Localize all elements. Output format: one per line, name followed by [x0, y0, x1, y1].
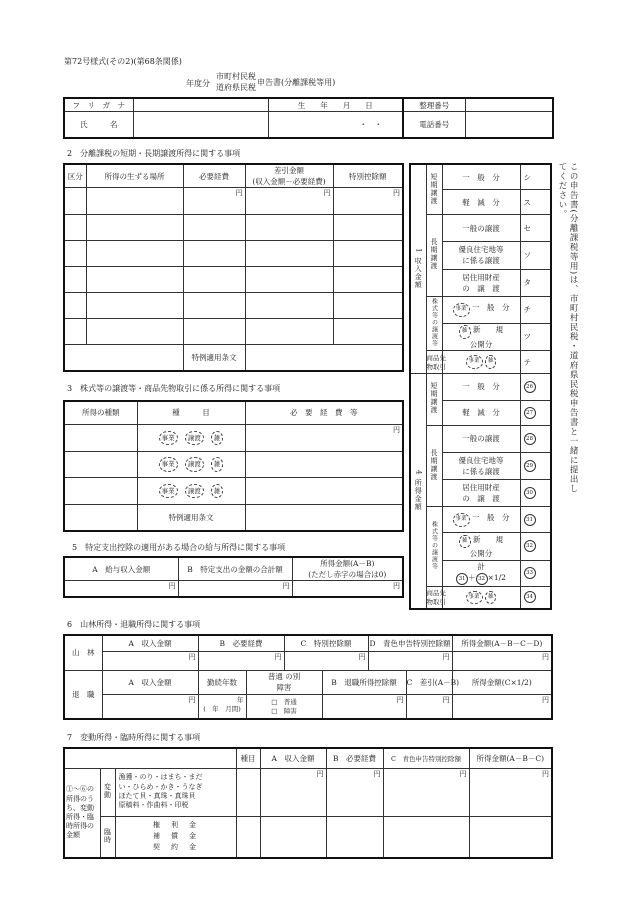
long-quality: 優良住宅地等 に係る譲渡: [442, 242, 520, 269]
retire-h-a: A 収入金額: [102, 670, 198, 694]
forest-label: 山 林: [64, 635, 102, 670]
income-label: 1 収入金額: [410, 164, 426, 373]
side-note: この申告書(分離課税等用)は、市町村民税・道府県民税申告書と一緒に提出してください。: [557, 162, 579, 494]
short-general: 一 般 分: [442, 164, 520, 190]
sec5-table: [63, 556, 404, 598]
sec2-cell[interactable]: [64, 293, 86, 319]
num-31[interactable]: 31: [520, 507, 551, 533]
ref-no-field[interactable]: [465, 98, 553, 112]
misc-choice[interactable]: 雑: [459, 535, 471, 549]
long-label: 長期譲渡: [426, 215, 442, 296]
sec5-h-b: B 特定支出の金額の合計額: [178, 557, 292, 581]
sec3-cell[interactable]: [245, 451, 403, 478]
code-so[interactable]: ソ: [520, 242, 551, 269]
sec7-b-field-2[interactable]: [326, 816, 383, 858]
temp-items: 権 利 金 補 償 金 契 約 金: [115, 816, 236, 858]
num-33[interactable]: 33: [520, 560, 551, 586]
sec7-c-field[interactable]: 円: [383, 768, 469, 816]
transfer-choice[interactable]: 譲渡: [185, 457, 204, 472]
forest-h-b: B 必要経費: [198, 635, 284, 652]
misc-choice[interactable]: 雑: [485, 355, 497, 369]
sec7-a-field[interactable]: 円: [260, 768, 326, 816]
sec2-cell[interactable]: [333, 319, 403, 345]
sec2-cell[interactable]: [64, 188, 86, 215]
sec2-h-diff: 差引金額 (収入金額－必要経費): [245, 164, 333, 188]
long-residential: 居住用財産 の 譲 渡: [442, 269, 520, 296]
sec6-title: 6 山林所得・退職所得に関する事項: [67, 620, 201, 629]
sec7-h-a: A 収入金額: [260, 748, 326, 768]
long-label-2: 長期譲渡: [426, 425, 442, 506]
sec2-cell[interactable]: [183, 241, 245, 267]
short-label: 短期譲渡: [426, 164, 442, 215]
futures-label: 商品先 物取引: [426, 351, 442, 374]
sec2-cell[interactable]: [86, 241, 183, 267]
sec5-h-a: A 給与収入金額: [64, 557, 178, 581]
short-reduced: 軽 減 分: [442, 190, 520, 215]
sec5-title: 5 特定支出控除の適用がある場合の給与所得に関する事項: [72, 543, 286, 552]
sec2-cell[interactable]: [64, 319, 86, 345]
retire-h-d: 所得金額(C×1/2): [452, 670, 552, 694]
business-choice[interactable]: 事業: [453, 513, 470, 527]
sec3-title: 3 株式等の譲渡等・商品先物取引に係る所得に関する事項: [67, 384, 281, 393]
sec7-b-field[interactable]: 円: [326, 768, 383, 816]
num-34[interactable]: 34: [520, 586, 551, 609]
long-residential-2: 居住用財産 の 譲 渡: [442, 480, 520, 507]
sec5-c-field[interactable]: 円: [292, 581, 403, 597]
sec2-cell[interactable]: [333, 241, 403, 267]
sec2-cell[interactable]: [183, 319, 245, 345]
forest-h-d: D 青色申告特別控除額: [368, 635, 452, 652]
document-title: 申告書(分離課税等用): [257, 78, 336, 87]
sec3-h-type: 所得の種類: [64, 401, 137, 424]
long-general-2: 一般の譲渡: [442, 425, 520, 452]
sec3-cell[interactable]: [64, 478, 137, 505]
stock-label: 株式等の譲渡等: [426, 296, 442, 351]
sec2-cell[interactable]: [183, 267, 245, 293]
birth-field[interactable]: ・ ・: [268, 112, 403, 138]
forest-h-a: A 収入金額: [102, 635, 198, 652]
furigana-field[interactable]: [133, 98, 268, 112]
sec7-h-c: C 青色申告特別控除額: [383, 748, 469, 768]
sec2-cell[interactable]: [183, 293, 245, 319]
num-30[interactable]: 30: [520, 480, 551, 507]
sec2-cell[interactable]: [245, 319, 333, 345]
stock-total: 計 31 ＋ 32 ×1/2: [442, 560, 520, 586]
num-28[interactable]: 28: [520, 425, 551, 452]
identity-table: [63, 97, 554, 139]
stock-label-2: 株式等の譲渡等: [426, 507, 442, 587]
futures-label-2: 商品先 物取引: [426, 586, 442, 609]
sec5-h-c: 所得金額(A－B) (ただし赤字の場合は0): [292, 557, 403, 581]
retire-label: 退 職: [64, 670, 102, 719]
transfer-choice[interactable]: 譲渡: [185, 431, 204, 446]
sec2-cell[interactable]: [86, 267, 183, 293]
code-shi[interactable]: シ: [520, 164, 551, 190]
sec2-h-expense: 必要経費: [183, 164, 245, 188]
retire-h-type: 普通 の別 障害: [246, 670, 322, 694]
sec7-title: 7 変動所得・臨時所得に関する事項: [67, 733, 201, 742]
code-su[interactable]: ス: [520, 190, 551, 215]
stock-general-2: 事業 一 般 分: [442, 507, 520, 533]
sec3-yen[interactable]: 円: [245, 424, 403, 451]
stock-general: 事業 一 般 分: [442, 296, 520, 323]
misc-choice[interactable]: 雑: [485, 591, 497, 605]
sec3-h-expense: 必 要 経 費 等: [245, 401, 403, 424]
tax-line-1: 市町村民税: [216, 72, 256, 81]
stock-new-2: 雑 新 規 公開分: [442, 533, 520, 561]
sec2-cell[interactable]: [86, 215, 183, 241]
short-reduced-2: 軽 減 分: [442, 401, 520, 426]
sec2-yen[interactable]: 円: [245, 188, 333, 215]
sec3-special-clause-field[interactable]: [245, 504, 403, 531]
sec2-cell[interactable]: [183, 215, 245, 241]
futures-choices-2: [442, 586, 520, 609]
retire-h-b: B 退職所得控除額: [322, 670, 406, 694]
misc-choice[interactable]: 雑: [211, 431, 224, 446]
tax-line-2: 道府県民税: [216, 83, 256, 92]
code-te[interactable]: テ: [520, 351, 551, 374]
retire-h-c: C 差引(A－B): [406, 670, 452, 694]
sec2-table: [63, 163, 404, 372]
year-label: 年度分: [186, 79, 210, 88]
sec2-cell[interactable]: [86, 319, 183, 345]
business-choice[interactable]: 事業: [159, 484, 178, 499]
forest-a-field[interactable]: 円: [102, 652, 198, 671]
code-tsu[interactable]: ツ: [520, 323, 551, 351]
forest-e-field[interactable]: 円: [452, 652, 552, 671]
sec7-h-b: B 必要経費: [326, 748, 383, 768]
sec2-cell[interactable]: [64, 267, 86, 293]
code-ta[interactable]: タ: [520, 269, 551, 296]
ref-no-label: 整理番号: [403, 98, 465, 112]
sec3-cell[interactable]: [64, 451, 137, 478]
sec3-table: [63, 400, 404, 532]
sec2-cell[interactable]: [245, 215, 333, 241]
business-choice[interactable]: 事業: [159, 457, 178, 472]
forest-d-field[interactable]: 円: [368, 652, 452, 671]
sec2-h-special: 特別控除額: [333, 164, 403, 188]
short-general-2: 一 般 分: [442, 373, 520, 400]
form-number: 第72号様式(その2)(第68条関係): [64, 57, 182, 66]
sec2-cell[interactable]: [64, 215, 86, 241]
business-choice[interactable]: 事業: [159, 431, 178, 446]
name-label: 氏 名: [64, 112, 133, 138]
temp-label: 臨時: [100, 816, 115, 858]
misc-choice[interactable]: 雑: [211, 457, 224, 472]
sec2-cell[interactable]: [86, 293, 183, 319]
sec7-a-field-2[interactable]: [260, 816, 326, 858]
sec7-h-d: 所得金額(A－B－C): [469, 748, 552, 768]
sec7-d-field-2[interactable]: [469, 816, 552, 858]
sec2-cell[interactable]: [64, 241, 86, 267]
sec2-cell[interactable]: [245, 293, 333, 319]
furigana-label: フ リ ガ ナ: [64, 98, 133, 112]
business-choice[interactable]: 事業: [466, 591, 483, 605]
num-32[interactable]: 32: [520, 533, 551, 561]
name-field[interactable]: [133, 112, 268, 138]
sec7-d-field[interactable]: 円: [469, 768, 552, 816]
code-se[interactable]: セ: [520, 215, 551, 242]
retire-h-years: 勤続年数: [198, 670, 246, 694]
sec3-type-choices[interactable]: [137, 478, 245, 505]
sec2-cell[interactable]: [333, 215, 403, 241]
long-general: 一般の譲渡: [442, 215, 520, 242]
forest-b-field[interactable]: 円: [198, 652, 284, 671]
sec3-cell[interactable]: [245, 478, 403, 505]
retire-b-field[interactable]: 円: [322, 694, 406, 719]
retire-d-field[interactable]: 円: [452, 694, 552, 719]
fluct-label: 変動: [100, 768, 115, 816]
sec7-kind-field-2[interactable]: [236, 816, 260, 858]
sec2-h-place: 所得の生ずる場所: [86, 164, 183, 188]
sec3-cell[interactable]: [64, 424, 137, 451]
sec7-h-kind: 種目: [236, 748, 260, 768]
sec2-cell[interactable]: [245, 267, 333, 293]
sec2-cell[interactable]: [245, 241, 333, 267]
forest-h-e: 所得金額(A－B－C－D): [452, 635, 552, 652]
sec2-yen[interactable]: 円: [333, 188, 403, 215]
sec5-b-field[interactable]: 円: [178, 581, 292, 597]
sec2-h-kubun: 区分: [64, 164, 86, 188]
retire-a-field[interactable]: 円: [102, 694, 198, 719]
right-panel: [409, 163, 552, 610]
phone-label: 電話番号: [403, 112, 465, 138]
income-label-4: 4 所得金額: [410, 373, 426, 609]
long-quality-2: 優良住宅地等 に係る譲渡: [442, 452, 520, 479]
forest-h-c: C 特別控除額: [284, 635, 368, 652]
sec6-table: [63, 634, 553, 720]
sec7-kind-field[interactable]: [236, 768, 260, 816]
short-label-2: 短期譲渡: [426, 373, 442, 425]
sec3-h-item: 種 目: [137, 401, 245, 424]
misc-choice[interactable]: 雑: [211, 484, 224, 499]
sec3-type-choices[interactable]: [137, 451, 245, 478]
retire-type-choices[interactable]: □ 普通 □ 障害: [246, 694, 322, 719]
sec7-c-field-2[interactable]: [383, 816, 469, 858]
retire-years-field[interactable]: 年 ( 年 月間): [198, 694, 246, 719]
business-choice[interactable]: 事業: [453, 303, 470, 317]
fluct-items: 漁獲・のり・はまち・まだ い・ひらめ・かき・うなぎ ほたて貝・真珠・真珠貝 原稿料・作曲料・印税: [115, 768, 236, 816]
sec2-special-clause: 特例適用条文: [183, 345, 245, 371]
retire-c-field[interactable]: 円: [406, 694, 452, 719]
sec7-table: [63, 747, 553, 859]
business-choice[interactable]: 事業: [466, 355, 483, 369]
sec3-special-clause: 特例適用条文: [137, 504, 245, 531]
sec2-title: 2 分離課税の短期・長期譲渡所得に関する事項: [67, 149, 241, 158]
phone-field[interactable]: [465, 112, 553, 138]
num-29[interactable]: 29: [520, 452, 551, 479]
sec2-cell[interactable]: [333, 267, 403, 293]
transfer-choice[interactable]: 譲渡: [185, 484, 204, 499]
birth-label: 生 年 月 日: [268, 98, 403, 112]
misc-choice[interactable]: 雑: [459, 325, 471, 339]
sec2-yen[interactable]: 円: [183, 188, 245, 215]
sec5-a-field[interactable]: 円: [64, 581, 178, 597]
num-27[interactable]: 27: [520, 401, 551, 426]
stock-new: 雑 新 規 公開分: [442, 323, 520, 351]
sec7-left-label: ①～⑥の 所得のう ち、変動 所得・臨 時所得の 金額: [64, 768, 100, 858]
futures-choices: [442, 351, 520, 374]
sec2-cell[interactable]: [333, 293, 403, 319]
forest-c-field[interactable]: 円: [284, 652, 368, 671]
num-26[interactable]: 26: [520, 373, 551, 400]
sec2-special-clause-field[interactable]: [245, 345, 403, 371]
sec3-type-choices[interactable]: [137, 424, 245, 451]
code-chi[interactable]: チ: [520, 296, 551, 323]
sec2-cell[interactable]: [86, 188, 183, 215]
